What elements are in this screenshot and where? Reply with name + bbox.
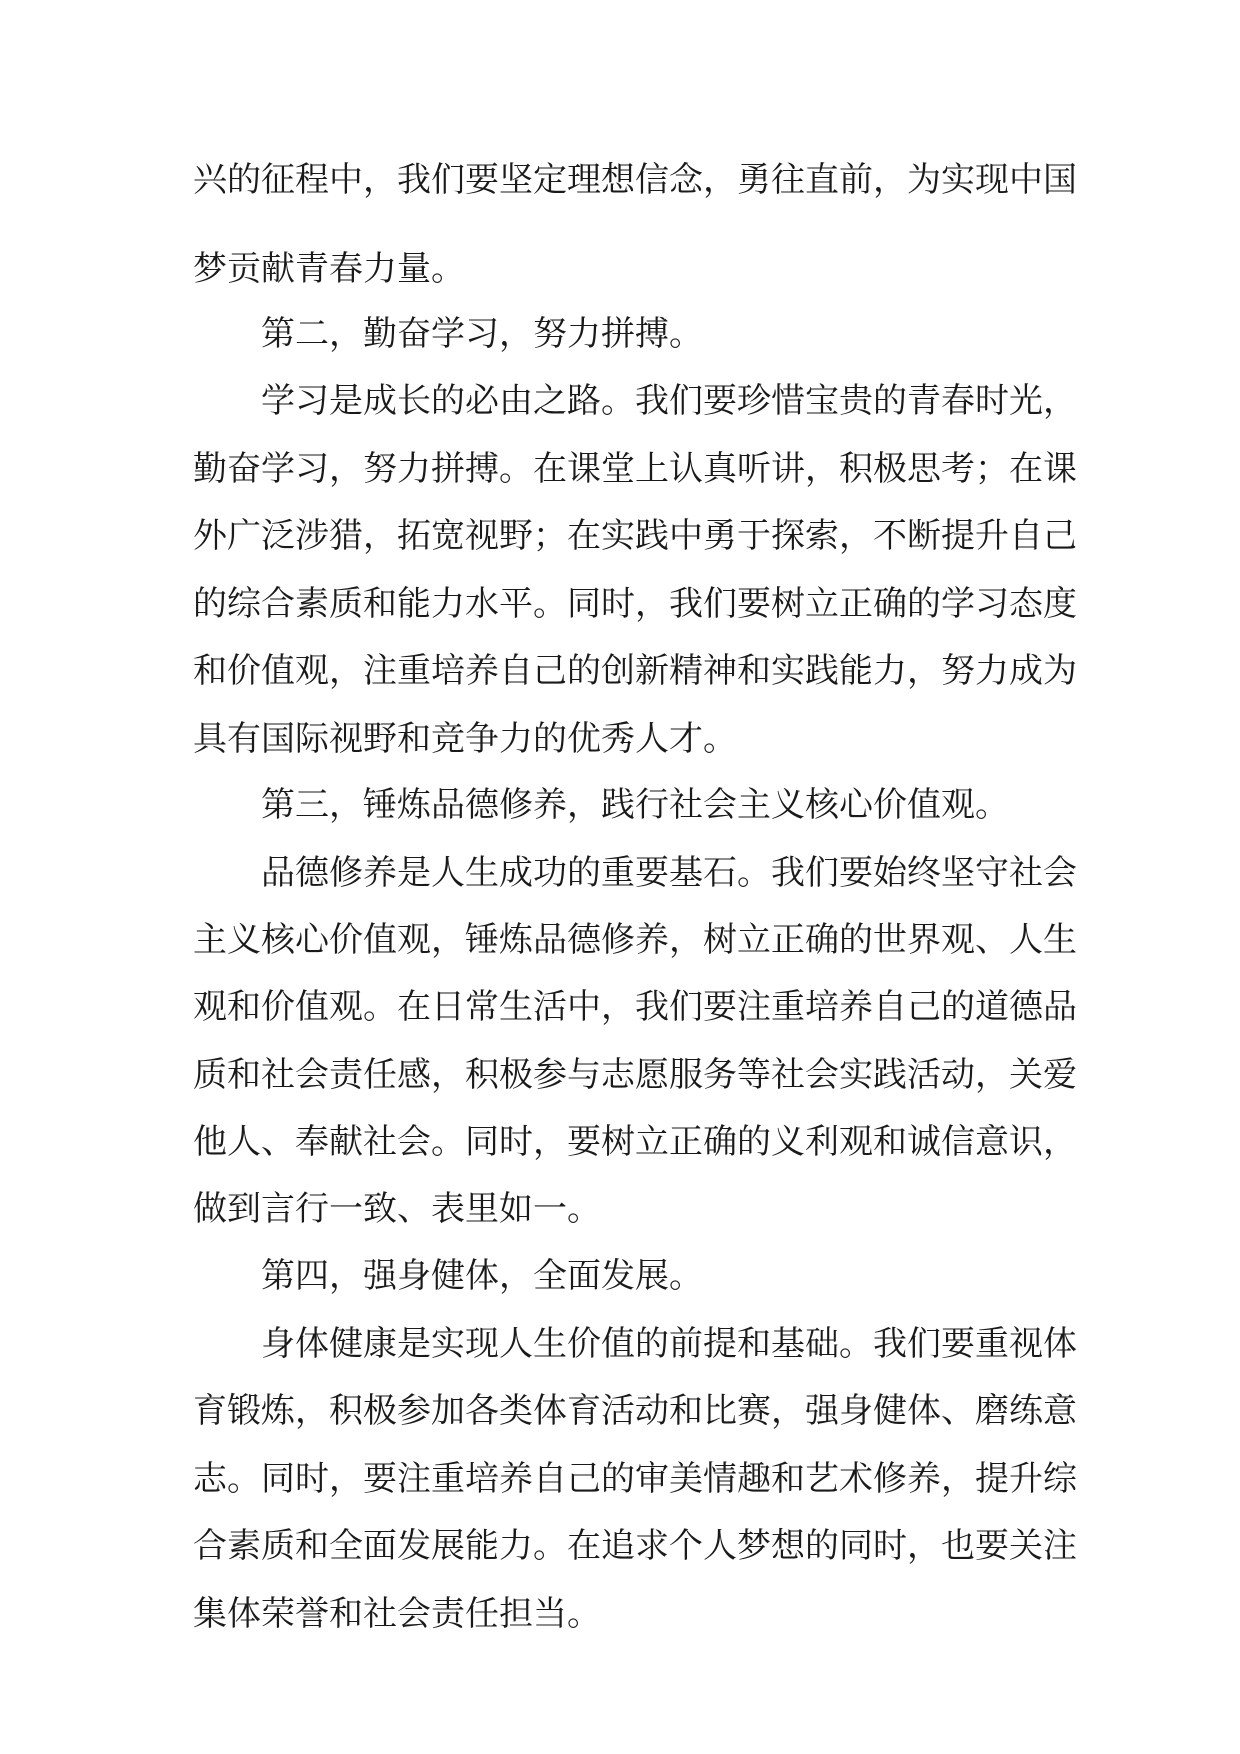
text-line: 和价值观，注重培养自己的创新精神和实践能力，努力成为 [193, 651, 1077, 691]
text-line: 学习是成长的必由之路。我们要珍惜宝贵的青春时光， [261, 381, 1077, 421]
text-line: 的综合素质和能力水平。同时，我们要树立正确的学习态度 [193, 584, 1077, 624]
text-line: 勤奋学习，努力拼搏。在课堂上认真听讲，积极思考；在课 [193, 449, 1077, 489]
text-line: 他人、奉献社会。同时，要树立正确的义利观和诚信意识， [193, 1122, 1077, 1162]
text-line: 质和社会责任感，积极参与志愿服务等社会实践活动，关爱 [193, 1055, 1077, 1095]
text-line: 品德修养是人生成功的重要基石。我们要始终坚守社会 [261, 853, 1077, 893]
text-line: 集体荣誉和社会责任担当。 [193, 1594, 601, 1634]
section-heading: 第二，勤奋学习，努力拼搏。 [261, 314, 703, 354]
text-line: 外广泛涉猎，拓宽视野；在实践中勇于探索，不断提升自己 [193, 516, 1077, 556]
text-line: 身体健康是实现人生价值的前提和基础。我们要重视体 [261, 1324, 1077, 1364]
text-line: 志。同时，要注重培养自己的审美情趣和艺术修养，提升综 [193, 1459, 1077, 1499]
text-line: 兴的征程中，我们要坚定理想信念，勇往直前，为实现中国 [193, 160, 1077, 200]
text-line: 合素质和全面发展能力。在追求个人梦想的同时，也要关注 [193, 1526, 1077, 1566]
text-line: 育锻炼，积极参加各类体育活动和比赛，强身健体、磨练意 [193, 1391, 1077, 1431]
text-line: 梦贡献青春力量。 [193, 249, 465, 289]
text-line: 主义核心价值观，锤炼品德修养，树立正确的世界观、人生 [193, 920, 1077, 960]
section-heading: 第三，锤炼品德修养，践行社会主义核心价值观。 [261, 785, 1009, 825]
text-line: 做到言行一致、表里如一。 [193, 1189, 601, 1229]
text-line: 观和价值观。在日常生活中，我们要注重培养自己的道德品 [193, 987, 1077, 1027]
text-line: 具有国际视野和竞争力的优秀人才。 [193, 719, 737, 759]
section-heading: 第四，强身健体，全面发展。 [261, 1256, 703, 1296]
